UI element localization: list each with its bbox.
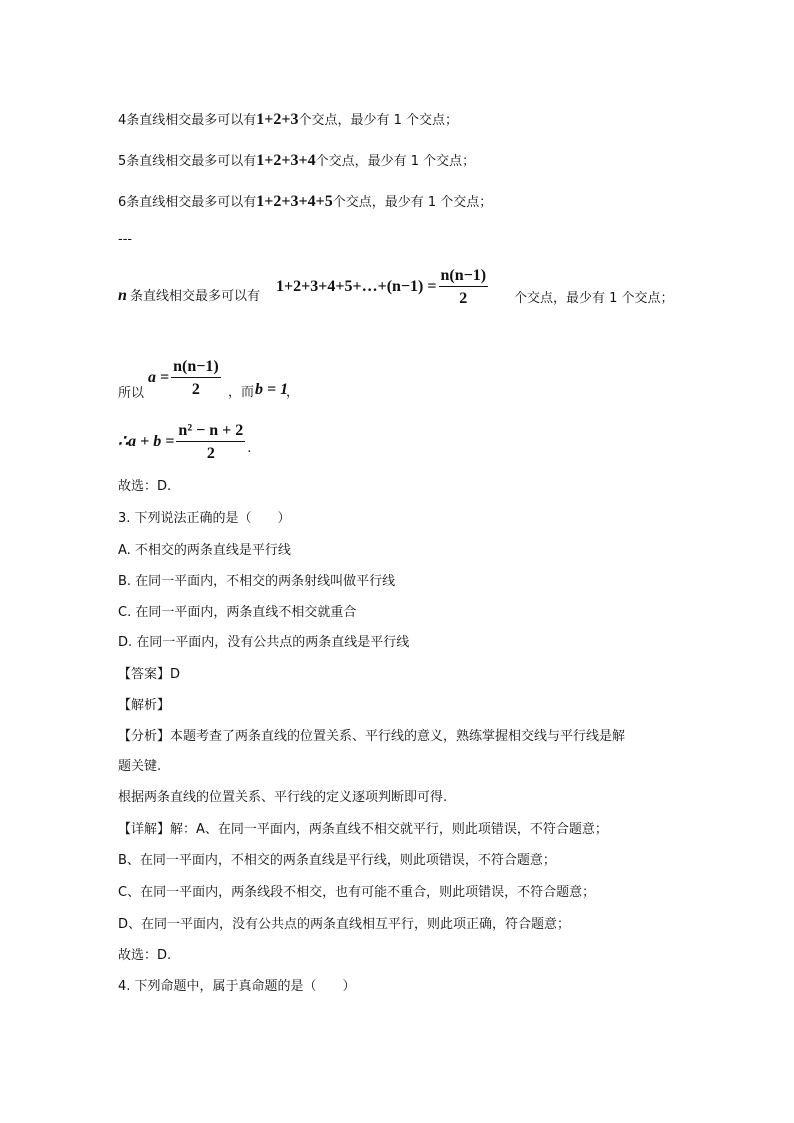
text-line: 故选：D.: [118, 479, 172, 494]
text: 个交点，最少有 1 个交点；: [298, 113, 459, 128]
numerator: n(n−1): [171, 359, 221, 378]
text: ，: [286, 385, 300, 400]
question-3: 3. 下列说法正确的是（ ）: [118, 511, 291, 526]
math-expression: 1+2+3: [256, 111, 299, 128]
fraction: [176, 423, 245, 462]
option-a: A. 不相交的两条直线是平行线: [118, 543, 291, 558]
line-5-lines: [118, 153, 475, 170]
option-b: B. 在同一平面内，不相交的两条射线叫做平行线: [118, 574, 396, 589]
detail-a: 【详解】解：A、在同一平面内，两条直线不相交就平行，则此项错误，不符合题意；: [118, 822, 608, 837]
math-var: n: [118, 287, 127, 304]
option-d: D. 在同一平面内，没有公共点的两条直线是平行线: [118, 635, 410, 650]
choice: 故选：D.: [118, 948, 172, 963]
answer: 【答案】D: [118, 667, 181, 682]
detail-b: B、在同一平面内，不相交的两条直线是平行线，则此项错误，不符合题意；: [118, 853, 556, 868]
math-expression: b = 1: [255, 381, 289, 398]
math-expression: 1+2+3+4+5: [256, 193, 333, 210]
text: .: [247, 441, 252, 456]
analysis-text-cont: 题关键.: [118, 759, 162, 774]
line-4-lines: [118, 112, 458, 129]
text: 个交点，最少有 1 个交点；: [332, 195, 493, 210]
line-6-lines: [118, 194, 492, 211]
denominator: 2: [459, 289, 468, 307]
analysis-heading: 【解析】: [118, 698, 171, 713]
fraction: [171, 359, 221, 398]
analysis-text: 【分析】本题考查了两条直线的位置关系、平行线的意义，熟练掌握相交线与平行线是解: [118, 729, 626, 744]
fraction: [439, 268, 489, 307]
line-therefore: [118, 420, 251, 466]
math-expression: 1+2+3+4+5+…+(n−1) =: [276, 278, 437, 295]
text: 个交点，最少有 1 个交点；: [315, 154, 476, 169]
detail-d: D、在同一平面内，没有公共点的两条直线相互平行，则此项正确，符合题意；: [118, 917, 571, 932]
option-c: C. 在同一平面内，两条直线不相交就重合: [118, 605, 357, 620]
text: 条直线相交最多可以有: [130, 289, 261, 304]
text: ，而: [228, 385, 255, 400]
math-expression: a =: [148, 369, 170, 386]
text: 5条直线相交最多可以有: [118, 154, 257, 169]
denominator: 2: [191, 380, 200, 398]
detail-c: C、在同一平面内，两条线段不相交，也有可能不重合，则此项错误，不符合题意；: [118, 885, 596, 900]
denominator: 2: [206, 444, 215, 462]
text: 所以: [118, 386, 145, 401]
text: 个交点，最少有 1 个交点；: [514, 291, 674, 306]
question-4: 4. 下列命题中，属于真命题的是（ ）: [118, 979, 356, 994]
numerator: n(n−1): [439, 268, 489, 287]
text: 6条直线相交最多可以有: [118, 195, 257, 210]
numerator: n² − n + 2: [176, 423, 245, 442]
text: 4条直线相交最多可以有: [118, 113, 257, 128]
math-expression: 1+2+3+4: [256, 152, 316, 169]
ellipsis-line: ---: [118, 232, 133, 247]
math-expression: ∴a + b =: [118, 433, 175, 450]
analysis-method: 根据两条直线的位置关系、平行线的定义逐项判断即可得.: [118, 790, 448, 805]
